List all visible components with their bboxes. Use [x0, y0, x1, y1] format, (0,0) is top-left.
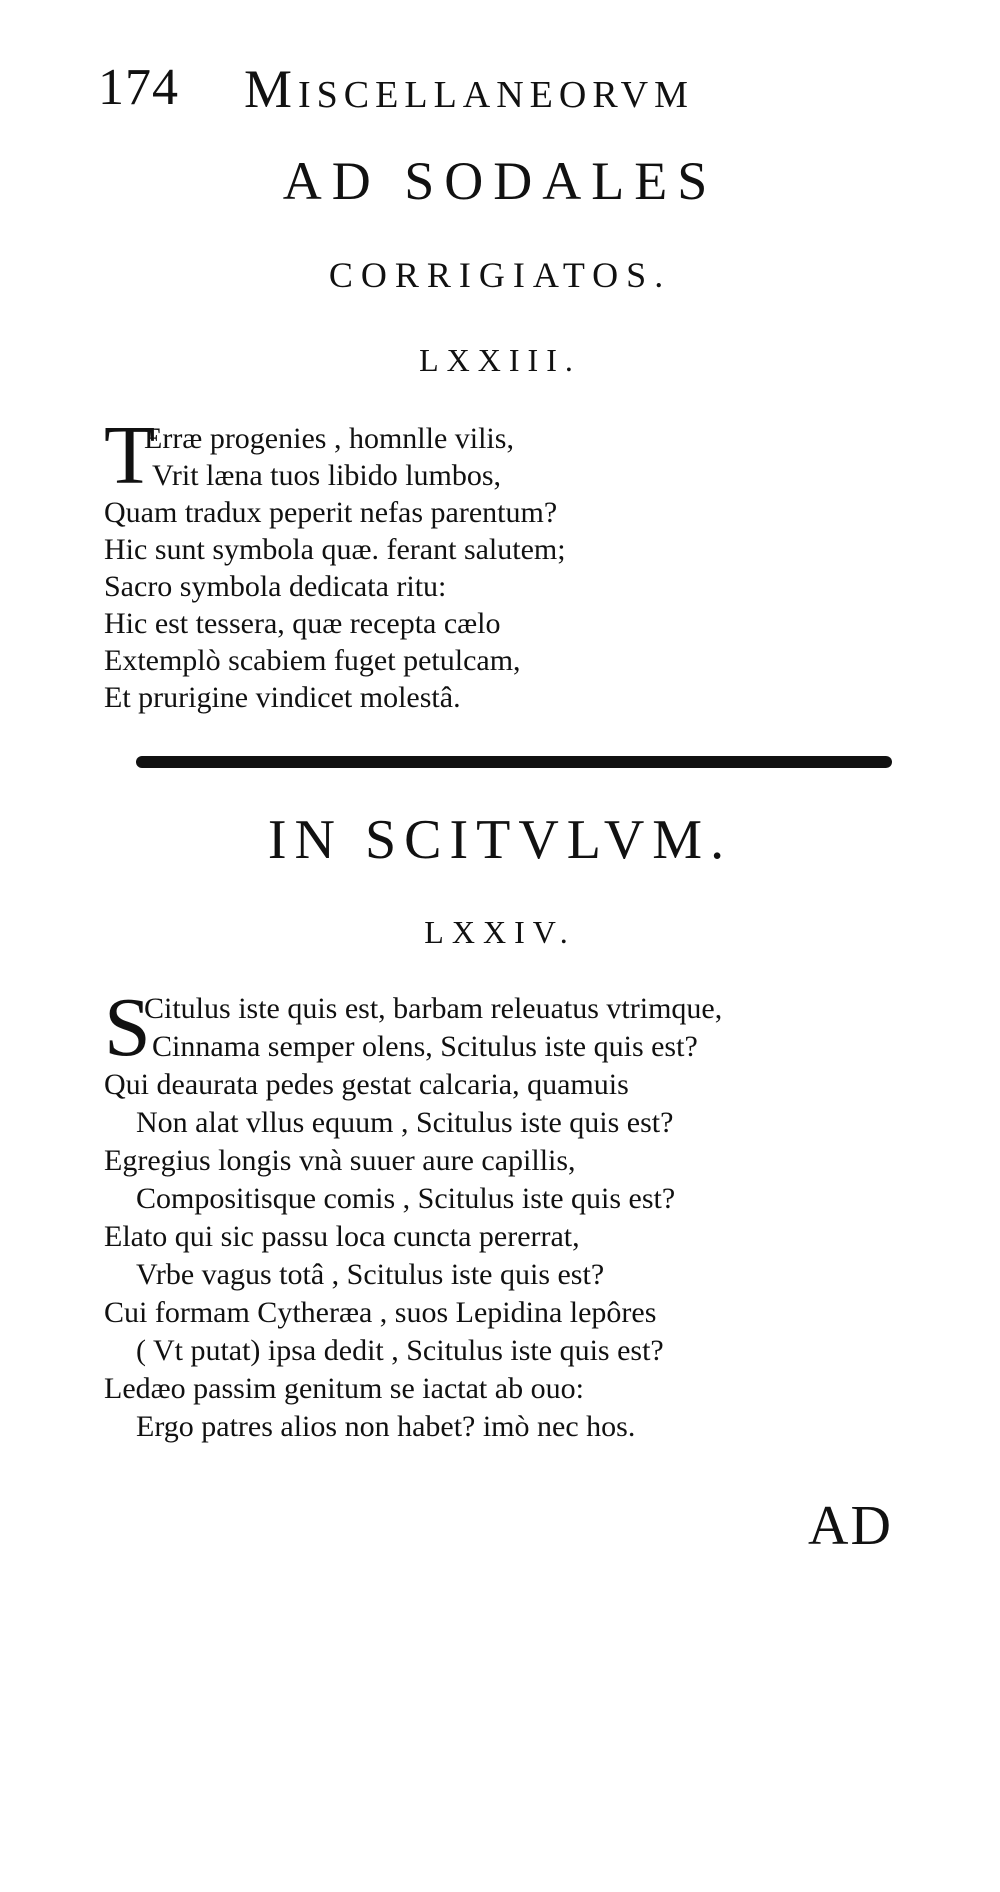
- poem-line: Sacro symbola dedicata ritu:: [104, 570, 447, 603]
- poem-line: Vrit læna tuos libido lumbos,: [152, 459, 502, 492]
- running-head: [98, 58, 858, 128]
- catchword: AD: [808, 1495, 893, 1557]
- poem-line: Egregius longis vnà suuer aure capillis,: [104, 1144, 576, 1177]
- poem-line: Ledæo passim genitum se iactat ab ouo:: [104, 1372, 584, 1405]
- poem-line: Non alat vllus equum , Scitulus iste quis est?: [136, 1106, 674, 1139]
- poem-line: Hic est tessera, quæ recepta cælo: [104, 607, 501, 640]
- drop-capital-s: S: [104, 981, 151, 1074]
- poem-number-lxxiii: LXXIII.: [419, 342, 581, 378]
- poem-line: Quam tradux peperit nefas parentum?: [104, 496, 558, 529]
- poem-line: ( Vt putat) ipsa dedit , Scitulus iste quis est?: [136, 1334, 664, 1367]
- poem-line: Citulus iste quis est, barbam releuatus vtrimque,: [144, 992, 723, 1025]
- poem-line: Cinnama semper olens, Scitulus iste quis est?: [152, 1030, 698, 1063]
- poem-line: Elato qui sic passu loca cuncta pererrat,: [104, 1220, 580, 1253]
- poem-lxxiv-body: [104, 990, 924, 1446]
- poem-line: Qui deaurata pedes gestat calcaria, quamuis: [104, 1068, 629, 1101]
- poem-title-in-scitulum: IN SCITVLVM.: [267, 809, 733, 871]
- drop-capital-t: T: [104, 409, 156, 502]
- section-divider-rule: [136, 756, 892, 768]
- poem-line: Compositisque comis , Scitulus iste quis est?: [136, 1182, 676, 1215]
- poem-line: Vrbe vagus totâ , Scitulus iste quis est?: [136, 1258, 605, 1291]
- running-title: Miscellaneorvm: [244, 59, 694, 119]
- poem-lxxiii-body: [104, 420, 924, 716]
- page-number: 174: [98, 59, 179, 116]
- poem-title-ad-sodales: AD SODALES: [282, 151, 718, 211]
- poem-line: Hic sunt symbola quæ. ferant salutem;: [104, 533, 566, 566]
- poem-title-corrigiatos: CORRIGIATOS.: [328, 255, 672, 295]
- poem-line: Extemplò scabiem fuget petulcam,: [104, 644, 521, 677]
- poem-number-lxxiv: LXXIV.: [424, 914, 576, 950]
- poem-line: Erræ progenies , homnlle vilis,: [144, 422, 514, 455]
- poem-line: Ergo patres alios non habet? imò nec hos.: [136, 1410, 636, 1443]
- poem-line: Et prurigine vindicet molestâ.: [104, 681, 461, 714]
- poem-line: Cui formam Cytheræa , suos Lepidina lepôres: [104, 1296, 657, 1329]
